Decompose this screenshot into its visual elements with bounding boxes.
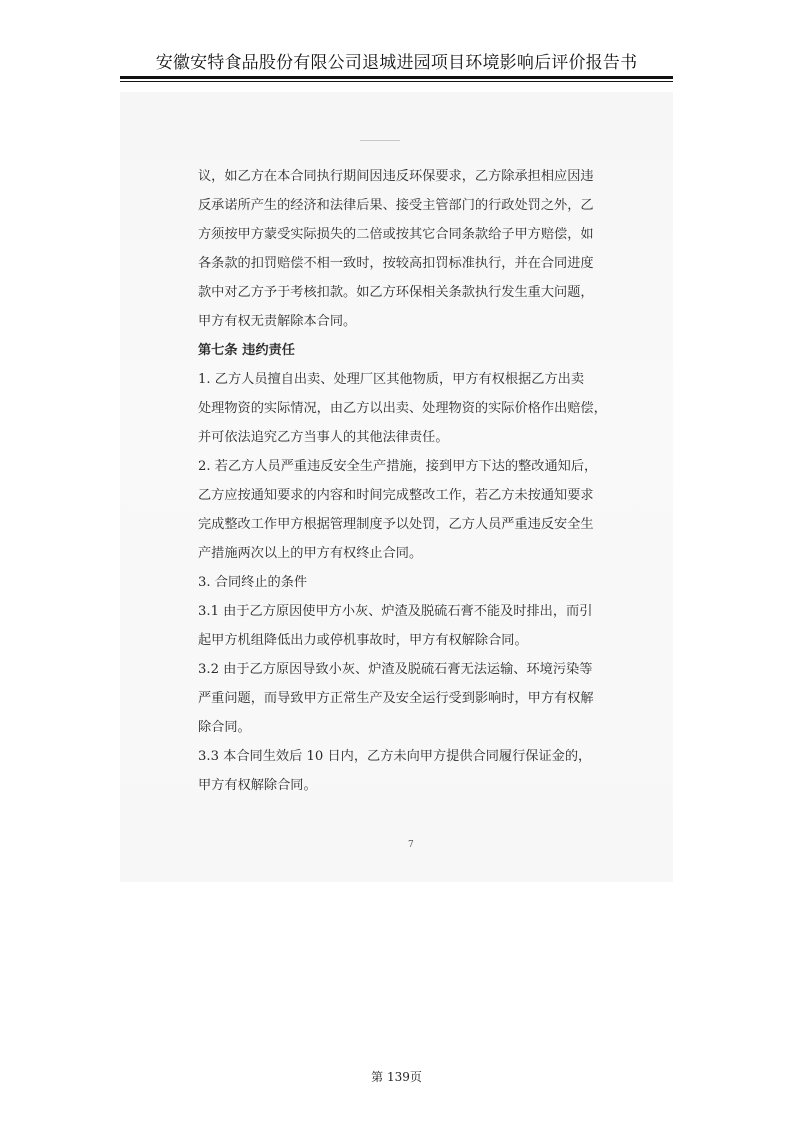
contract-line: 方须按甲方蒙受实际损失的二倍或按其它合同条款给子甲方赔偿，如 [198,227,594,242]
report-header-title: 安徽安特食品股份有限公司退城进园项目环境影响后评价报告书 [155,53,638,73]
footer-page-number: 第 139页 [371,1070,422,1084]
contract-line: 3.2 由于乙方原因导致小灰、炉渣及脱硫石膏无法运输、环境污染等 [198,662,593,677]
contract-line: 并可依法追究乙方当事人的其他法律责任。 [198,430,449,445]
contract-body-text [198,162,618,800]
header-rule [120,76,673,79]
scanned-page-number: 7 [408,840,414,850]
contract-line: 甲方有权解除合同。 [198,778,317,793]
scan-mark [360,140,400,141]
contract-line: 款中对乙方予于考核扣款。如乙方环保相关条款执行发生重大问题， [198,285,594,300]
contract-line: 2. 若乙方人员严重违反安全生产措施，接到甲方下达的整改通知后， [198,459,598,474]
contract-line: 议，如乙方在本合同执行期间因违反环保要求，乙方除承担相应因违 [198,169,594,184]
contract-line: 完成整改工作甲方根据管理制度予以处罚，乙方人员严重违反安全生 [198,517,594,532]
section-heading: 第七条 违约责任 [198,343,295,358]
contract-line: 产措施两次以上的甲方有权终止合同。 [198,546,423,561]
contract-line: 3.1 由于乙方原因使甲方小灰、炉渣及脱硫石膏不能及时排出，而引 [198,604,593,619]
contract-line: 3. 合同终止的条件 [198,575,308,590]
contract-line: 甲方有权无责解除本合同。 [198,314,357,329]
contract-line: 1. 乙方人员擅自出卖、处理厂区其他物质，甲方有权根据乙方出卖 [198,372,585,387]
contract-line: 起甲方机组降低出力或停机事故时，甲方有权解除合同。 [198,633,528,648]
contract-line: 3.3 本合同生效后 10 日内，乙方未向甲方提供合同履行保证金的， [198,749,592,764]
contract-line: 处理物资的实际情况，由乙方以出卖、处理物资的实际价格作出赔偿， [198,401,607,416]
contract-line: 乙方应按通知要求的内容和时间完成整改工作，若乙方未按通知要求 [198,488,594,503]
contract-line: 除合同。 [198,720,251,735]
header-rule-thin [120,81,673,82]
contract-line: 严重问题，而导致甲方正常生产及安全运行受到影响时，甲方有权解 [198,691,594,706]
contract-line: 反承诺所产生的经济和法律后果、接受主管部门的行政处罚之外，乙 [198,198,594,213]
contract-line: 各条款的扣罚赔偿不相一致时，按较高扣罚标准执行，并在合同进度 [198,256,594,271]
